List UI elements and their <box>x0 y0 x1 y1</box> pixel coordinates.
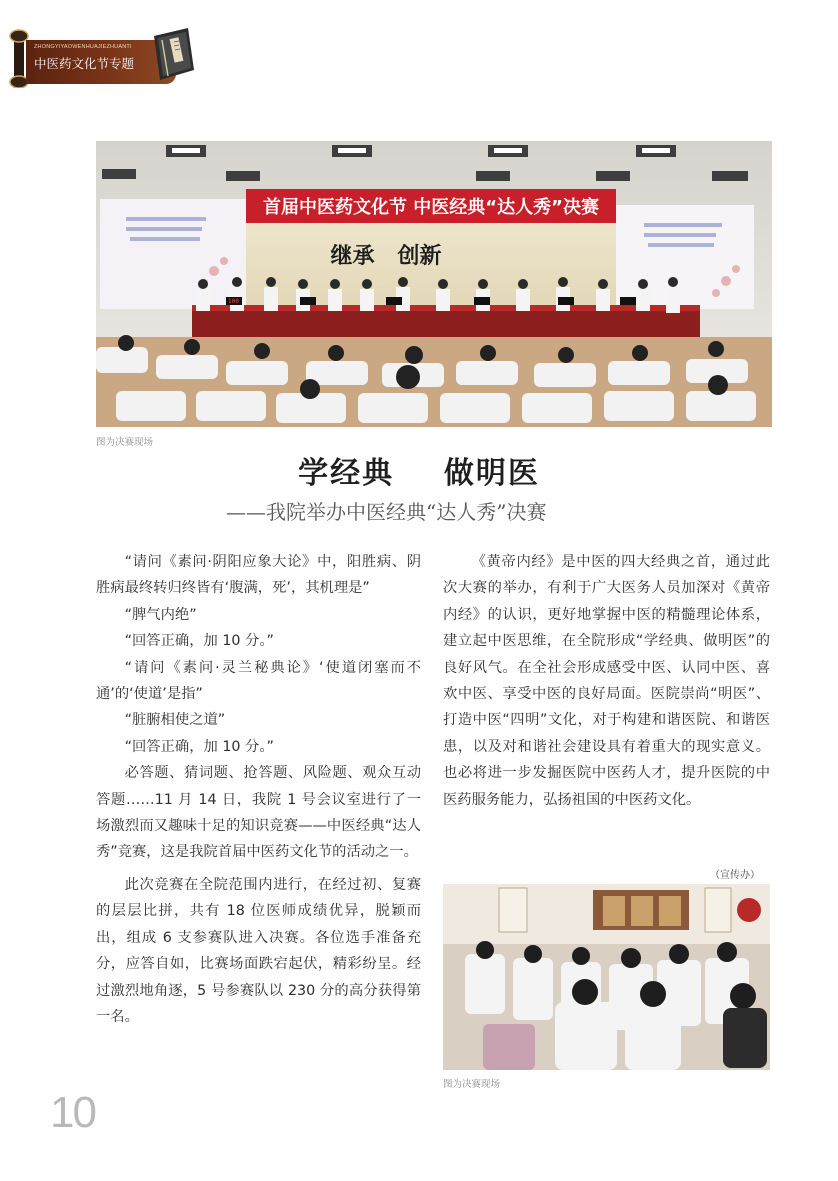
event-hall-scene <box>96 141 772 427</box>
paragraph: 必答题、猜词题、抢答题、风险题、观众互动答题……11 月 14 日，我院 1 号会议室进行了一场激烈而又趣味十足的知识竞赛——中医经典“达人秀”竞赛，这是我院首届中医药文化节的活动之一。 <box>96 765 421 861</box>
book-icon <box>148 26 198 82</box>
paragraph: “回答正确，加 10 分。” <box>124 633 274 650</box>
stage-backdrop-text: 继承 创新 <box>330 243 442 269</box>
audience-photo <box>443 884 770 1070</box>
paragraph: “请问《素问·阴阳应象大论》中，阳胜病、阴胜病最终转归终皆有‘腹满，死’，其机理是” <box>96 554 421 597</box>
paragraph: 《黄帝内经》是中医的四大经典之首，通过此次大赛的举办，有利于广大医务人员加深对《黄帝内经》的认识，更好地掌握中医的精髓理论体系，建立起中医思维，在全院形成“学经典、做明医”的良好风气。在全社会形成感受中医、认同中医、喜欢中医、享受中医的良好局面。医院崇尚“明医”、打造中医“四明”文化，对于构建和谐医院、和谐医患，以及对和谐社会建设具有着重大的现实意义。也必将进一步发掘医院中医药人才，提升医院的中医药服务能力，弘扬祖国的中医药文化。 <box>443 554 770 808</box>
author-credit: （宣传办） <box>710 870 760 881</box>
stage-banner-text: 首届中医药文化节 中医经典“达人秀”决赛 <box>263 197 599 218</box>
main-photo-caption: 图为决赛现场 <box>96 437 154 448</box>
audience-scene <box>443 884 770 1070</box>
score-display: 100 <box>228 298 239 305</box>
article-headline: 学经典 做明医 <box>298 456 540 491</box>
page-number: 10 <box>50 1088 95 1137</box>
section-header-badge <box>8 26 198 90</box>
paragraph: “脾气内绝” <box>124 606 197 623</box>
paragraph: “回答正确，加 10 分。” <box>124 738 274 755</box>
main-event-photo <box>96 141 772 427</box>
audience-photo-caption: 图为决赛现场 <box>443 1079 501 1090</box>
paragraph: 此次竞赛在全院范围内进行，在经过初、复赛的层层比拼，共有 18 位医师成绩优异，脱颖而出，组成 6 支参赛队进入决赛。各位选手准备充分，应答自如，比赛场面跌宕起伏，精彩纷呈。经过激烈地角逐，5 号参赛队以 230 分的高分获得第一名。 <box>96 876 421 1025</box>
header-title: 中医药文化节专题 <box>34 56 135 71</box>
right-column <box>443 549 770 813</box>
header-pinyin: ZHONGYIYAOWENHUAJIEZHUANTI <box>34 44 132 50</box>
paragraph: “请问《素问·灵兰秘典论》‘使道闭塞而不通’的‘使道’是指” <box>96 659 421 703</box>
left-column <box>96 549 421 1030</box>
paragraph: “脏腑相使之道” <box>124 712 226 729</box>
article-subheadline: ——我院举办中医经典“达人秀”决赛 <box>226 500 547 524</box>
